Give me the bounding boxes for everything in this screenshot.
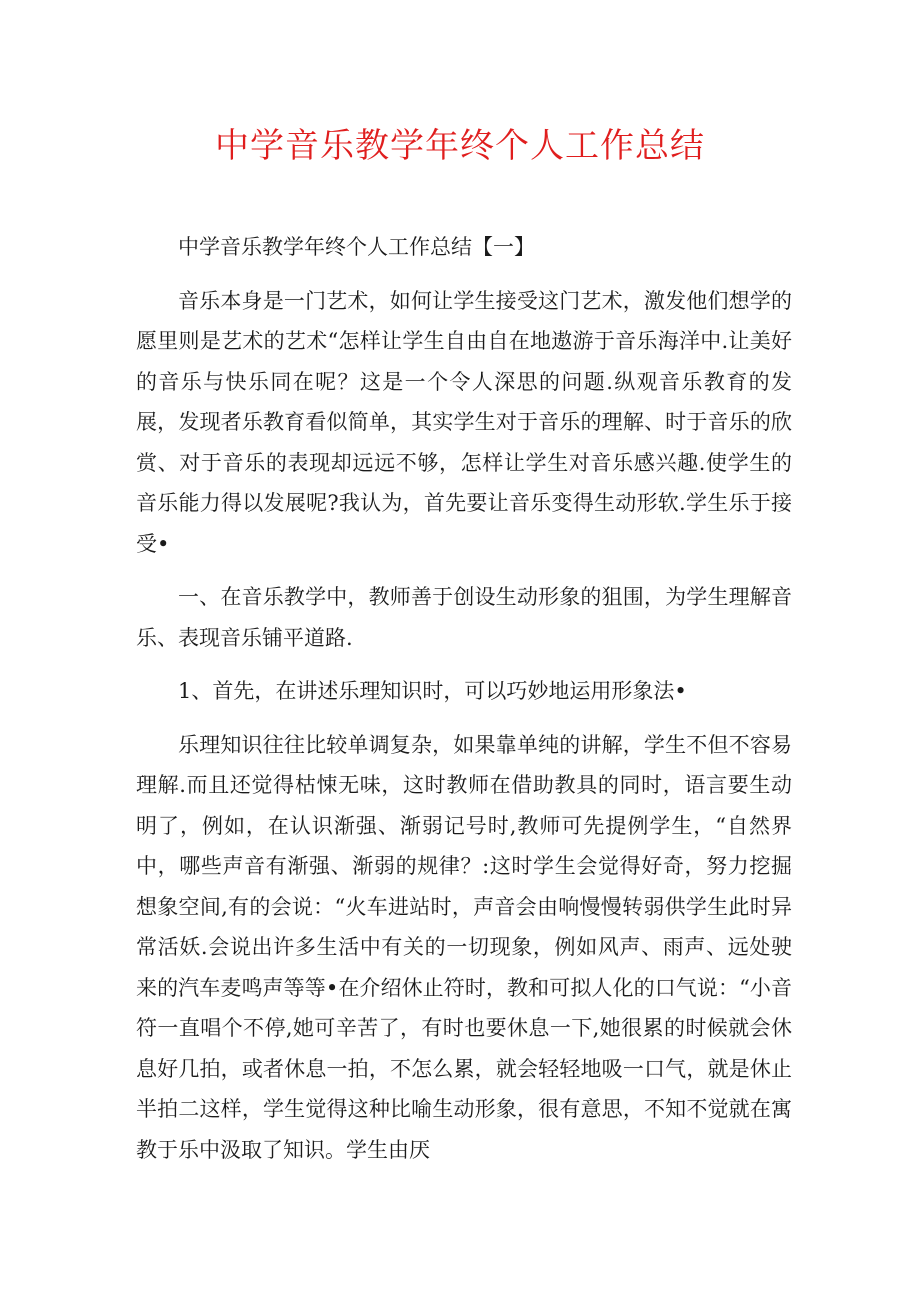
- paragraph-theory: 乐理知识往往比较单调复杂，如果靠单纯的讲解，学生不但不容易理解.而且还觉得枯悚无味，这时教师在借助教具的同时，语言要生动明了，例如，在认识渐强、渐弱记号时,教师可先提例学生，“自然界中，哪些声音有渐强、渐弱的规律？:这时学生会觉得好奇，努力挖掘想象空间,有的会说：“火车进站时，声音会由响慢慢转弱供学生此时异常活妖.会说出许多生活中有关的一切现象，例如风声、雨声、远处驶来的汽车麦鸣声等等•在介绍休止符时，教和可拟人化的口气说：“小音符一直唱个不停,她可辛苦了，有时也要休息一下,她很累的时候就会休息好几拍，或者休息一拍，不怎么累，就会轻轻地吸一口气，就是休止半拍二这样，学生觉得这种比喻生动形象，很有意思，不知不觉就在寓教于乐中汲取了知识。学生由厌: [136, 732, 792, 1162]
- document-title: 中学音乐教学年终个人工作总结: [215, 126, 705, 166]
- paragraph-subpoint-one: 1、首先，在讲述乐理知识时，可以巧妙地运用形象法•: [178, 679, 687, 703]
- paragraph-intro: 音乐本身是一门艺术，如何让学生接受这门艺术，激发他们想学的愿里则是艺术的艺术“怎样让学生自由自在地遨游于音乐海洋中.让美好的音乐与快乐同在呢？这是一个令人深思的问题.纵观音乐教育的发展，发现者乐教育看似简单，其实学生对于音乐的理解、时于音乐的欣赏、对于音乐的表现却远远不够，怎样让学生对音乐感兴趣.使学生的音乐能力得以发展呢?我认为，首先要让音乐变得生动形软.学生乐于接受•: [136, 288, 792, 556]
- section-heading: 中学音乐教学年终个人工作总结【一】: [178, 235, 535, 259]
- document-body: [136, 227, 792, 1170]
- paragraph-point-one: 一、在音乐教学中，教师善于创设生动形象的狙围，为学生理解音乐、表现音乐铺平道路.: [136, 585, 792, 650]
